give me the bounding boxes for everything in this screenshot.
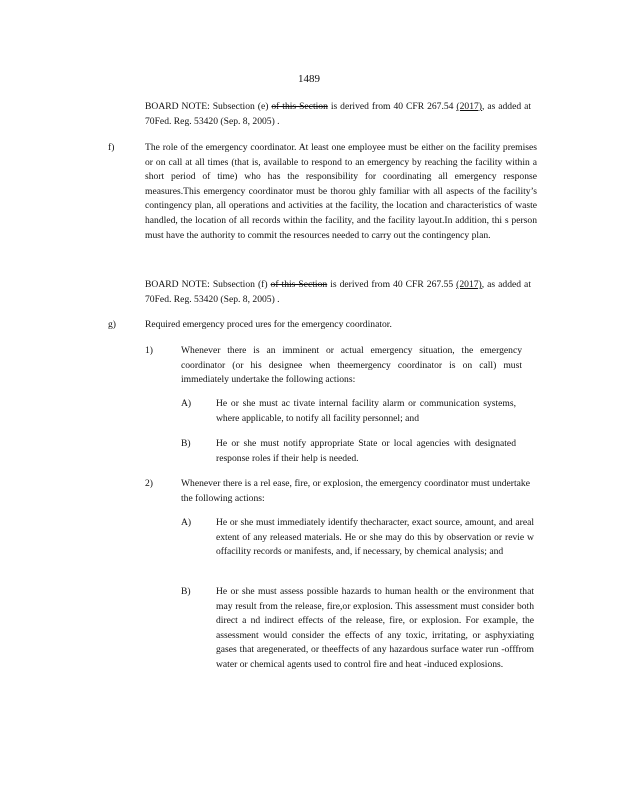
note-e-underlined-year: (2017) <box>456 101 482 112</box>
item-2b-text: He or she must assess possible hazards to human health or the environment that may result from the release, fire,or explosion. This assessment must consider both direct a nd indirect effects of the release, fire, or explosion. For example, the assessment would consider the effects of any toxic, irritating, or asphyxiating gases that aregenerated, or theeffects of any hazardous surface water run -offfrom water or chemical agents used to control fire and heat -induced explosions. <box>216 586 534 670</box>
note-e-prefix: BOARD NOTE: Subsection (e) <box>145 101 269 112</box>
note-f-prefix: BOARD NOTE: Subsection (f) <box>145 279 268 290</box>
note-e-struck-text: of this Section <box>271 101 328 112</box>
board-note-f <box>145 278 531 307</box>
item-1-text: Whenever there is an imminent or actual emergency situation, the emergency coordinator (or his designee when theemergency coordinator is on call) must immediately undertake the following actions: <box>181 345 522 386</box>
item-1b-label: B) <box>181 438 191 449</box>
note-f-suffix: , as added at 70Fed. Reg. 53420 (Sep. 8, 2005) . <box>145 279 531 305</box>
item-1a-text: He or she must ac tivate internal facility alarm or communication systems, where applicable, to notify all facility personnel; and <box>216 398 516 424</box>
note-f-underlined-year: (2017) <box>456 279 482 290</box>
item-2-text: Whenever there is a rel ease, fire, or explosion, the emergency coordinator must undertake the following actions: <box>181 478 530 504</box>
item-1b-text: He or she must notify appropriate State or local agencies with designated response roles if their help is needed. <box>216 438 516 464</box>
section-f-text: The role of the emergency coordinator. At least one employee must be either on the facility premises or on call at all times (that is, available to respond to an emergency by reaching the facility within a short period of time) who has the responsibility for coordinating all emergency response measures.This emergency coordinator must be thorou ghly familiar with all aspects of the facility’s contingency plan, all operations and activities at the facility, the location and characteristics of waste handled, the location of all records within the facility, and the facility layout.In addition, thi s person must have the authority to commit the resources needed to carry out the contingency plan. <box>145 142 537 241</box>
note-e-suffix: , as added at 70Fed. Reg. 53420 (Sep. 8, 2005) . <box>145 101 532 127</box>
item-2a-text: He or she must immediately identify thecharacter, exact source, amount, and areal extent of any released materials. He or she may do this by observation or revie w offacility records or manifests, and, if necessary, by chemical analysis; and <box>216 517 534 558</box>
section-g-label: g) <box>108 319 116 330</box>
page-number: 1489 <box>298 73 320 85</box>
note-f-middle: is derived from 40 CFR 267.55 <box>330 279 454 290</box>
note-e-middle: is derived from 40 CFR 267.54 <box>330 101 454 112</box>
item-2b-label: B) <box>181 586 191 597</box>
item-1-label: 1) <box>145 345 153 356</box>
note-f-struck-text: of this Section <box>270 279 328 290</box>
item-1a-label: A) <box>181 398 192 409</box>
section-f-label: f) <box>108 142 115 153</box>
item-2-label: 2) <box>145 478 153 489</box>
section-g-text: Required emergency proced ures for the emergency coordinator. <box>145 319 392 330</box>
item-2a-label: A) <box>181 517 192 528</box>
board-note-e <box>145 100 531 129</box>
